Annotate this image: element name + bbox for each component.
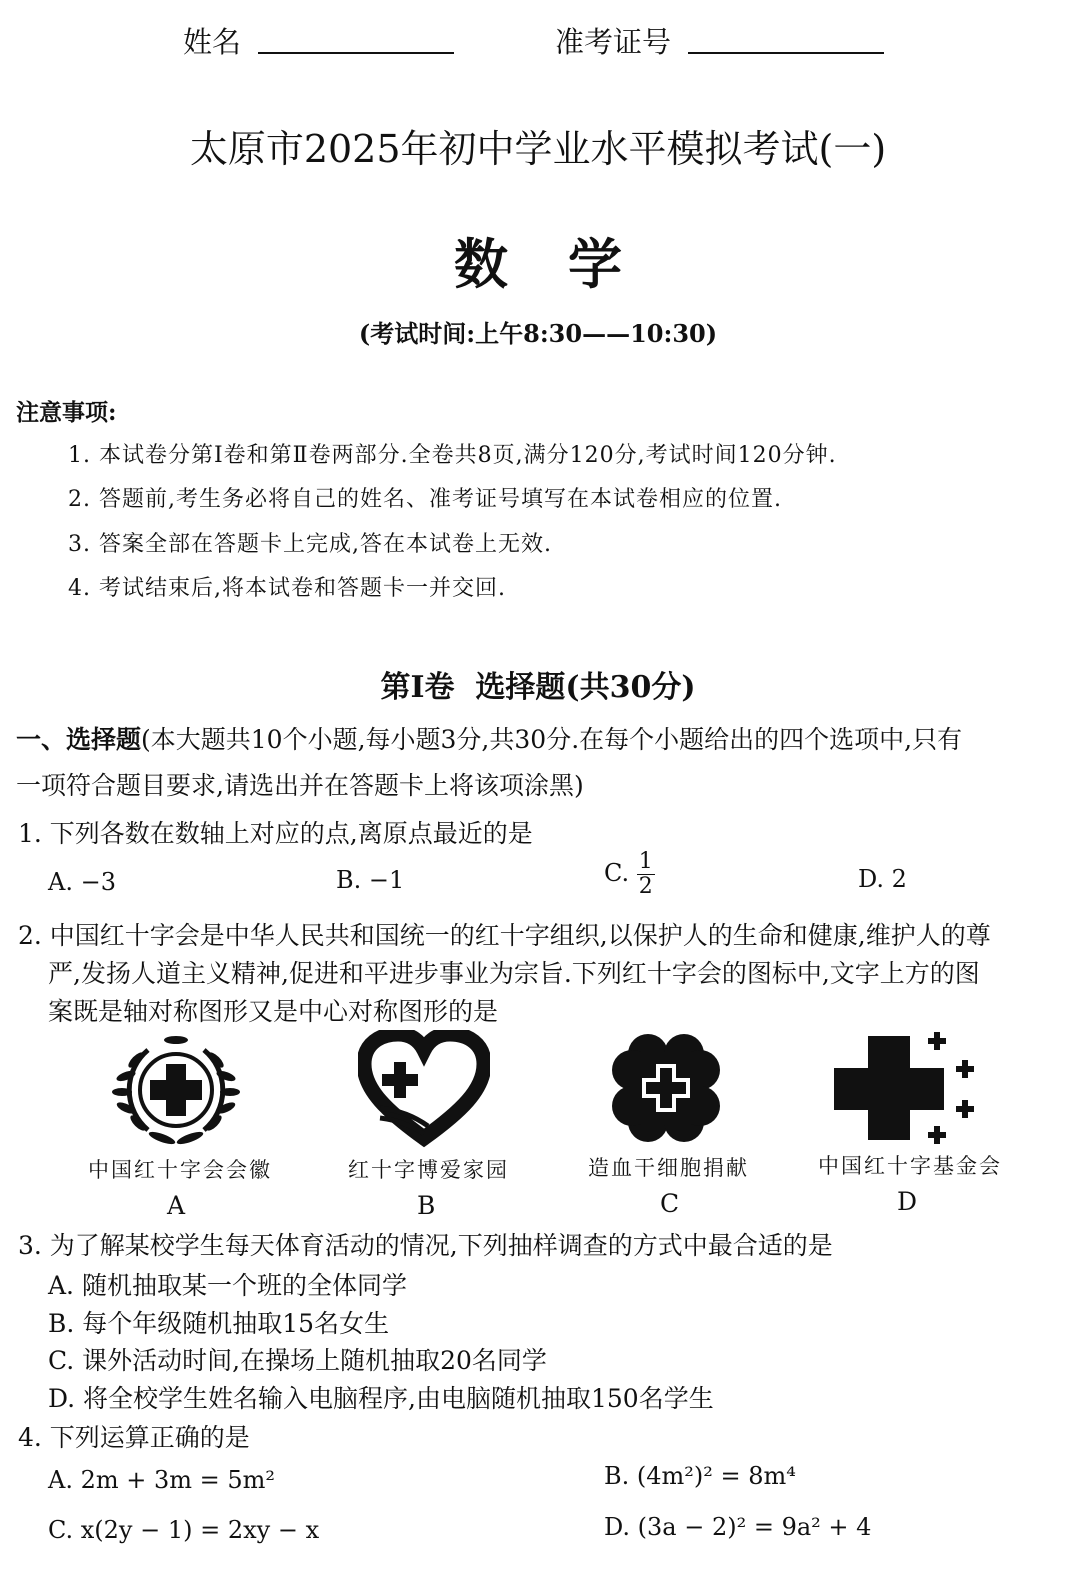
q4-option-d: D. (3a − 2)² = 9a² + 4 [604,1513,872,1541]
exam-title: 太原市2025年初中学业水平模拟考试(一) [189,127,887,171]
section1-intro-line2: 一项符合题目要求,请选出并在答题卡上将该项涂黑) [16,771,584,800]
heart-hands-cross-icon [358,1030,490,1148]
q1-option-c-label: C. [604,859,630,887]
fraction-denominator: 2 [638,874,653,899]
name-blank [258,52,454,54]
exam-time: (考试时间:上午8:30——10:30) [358,319,718,348]
q3-option-d: D. 将全校学生姓名输入电脑程序,由电脑随机抽取150名学生 [48,1384,714,1413]
q1-fraction [637,850,655,899]
note-item-1: 1. 本试卷分第Ⅰ卷和第Ⅱ卷两部分.全卷共8页,满分120分,考试时间120分钟. [68,443,837,468]
name-field [183,20,454,61]
q3-option-b: B. 每个年级随机抽取15名女生 [48,1309,390,1338]
q1-option-c [604,850,655,899]
q3-stem: 3. 为了解某校学生每天体育活动的情况,下列抽样调查的方式中最合适的是 [18,1231,833,1260]
notes-title: 注意事项: [16,399,117,426]
logo-b-letter: B [417,1191,436,1220]
q1-stem: 1. 下列各数在数轴上对应的点,离原点最近的是 [18,819,533,848]
q4-option-b: B. (4m²)² = 8m⁴ [604,1462,796,1490]
q4-option-a: A. 2m + 3m = 5m² [48,1466,276,1494]
logo-c-letter: C [660,1189,680,1218]
logo-d-caption: 中国红十字基金会 [818,1154,1002,1178]
logo-d-letter: D [897,1187,918,1216]
four-hearts-cross-icon [608,1030,724,1146]
logo-a-caption: 中国红十字会会徽 [88,1158,272,1182]
cross-with-plus-signs-icon [832,1030,982,1146]
q1-option-a: A. −3 [48,868,116,896]
section1-label: 一、选择题 [16,725,142,754]
logo-a-letter: A [167,1191,186,1220]
q1-option-b: B. −1 [336,866,405,894]
q2-stem-line3: 案既是轴对称图形又是中心对称图形的是 [48,997,499,1026]
name-label: 姓名 [183,25,242,59]
exam-id-field [555,20,884,61]
q3-option-c: C. 课外活动时间,在操场上随机抽取20名同学 [48,1346,547,1375]
exam-id-label: 准考证号 [555,25,672,59]
subject-title: 数学 [454,232,682,296]
q2-stem-line1: 2. 中国红十字会是中华人民共和国统一的红十字组织,以保护人的生命和健康,维护人的尊 [18,921,991,950]
q1-option-d: D. 2 [858,865,907,893]
note-item-2: 2. 答题前,考生务必将自己的姓名、准考证号填写在本试卷相应的位置. [68,487,782,512]
part1-title: 第Ⅰ卷 选择题(共30分) [380,670,696,705]
logo-b-caption: 红十字博爱家园 [348,1158,509,1182]
exam-id-blank [688,52,884,54]
wreath-cross-emblem-icon [108,1028,244,1148]
note-item-3: 3. 答案全部在答题卡上完成,答在本试卷上无效. [68,532,552,557]
fraction-numerator: 1 [638,849,653,874]
logo-c-caption: 造血干细胞捐献 [588,1156,749,1180]
section1-intro-text: (本大题共10个小题,每小题3分,共30分.在每个小题给出的四个选项中,只有 [141,725,963,754]
q4-stem: 4. 下列运算正确的是 [18,1423,250,1452]
q3-option-a: A. 随机抽取某一个班的全体同学 [48,1271,407,1300]
section1-intro [16,720,962,756]
q2-stem-line2: 严,发扬人道主义精神,促进和平进步事业为宗旨.下列红十字会的图标中,文字上方的图 [48,959,980,988]
q4-option-c: C. x(2y − 1) = 2xy − x [48,1516,320,1544]
note-item-4: 4. 考试结束后,将本试卷和答题卡一并交回. [68,576,506,601]
